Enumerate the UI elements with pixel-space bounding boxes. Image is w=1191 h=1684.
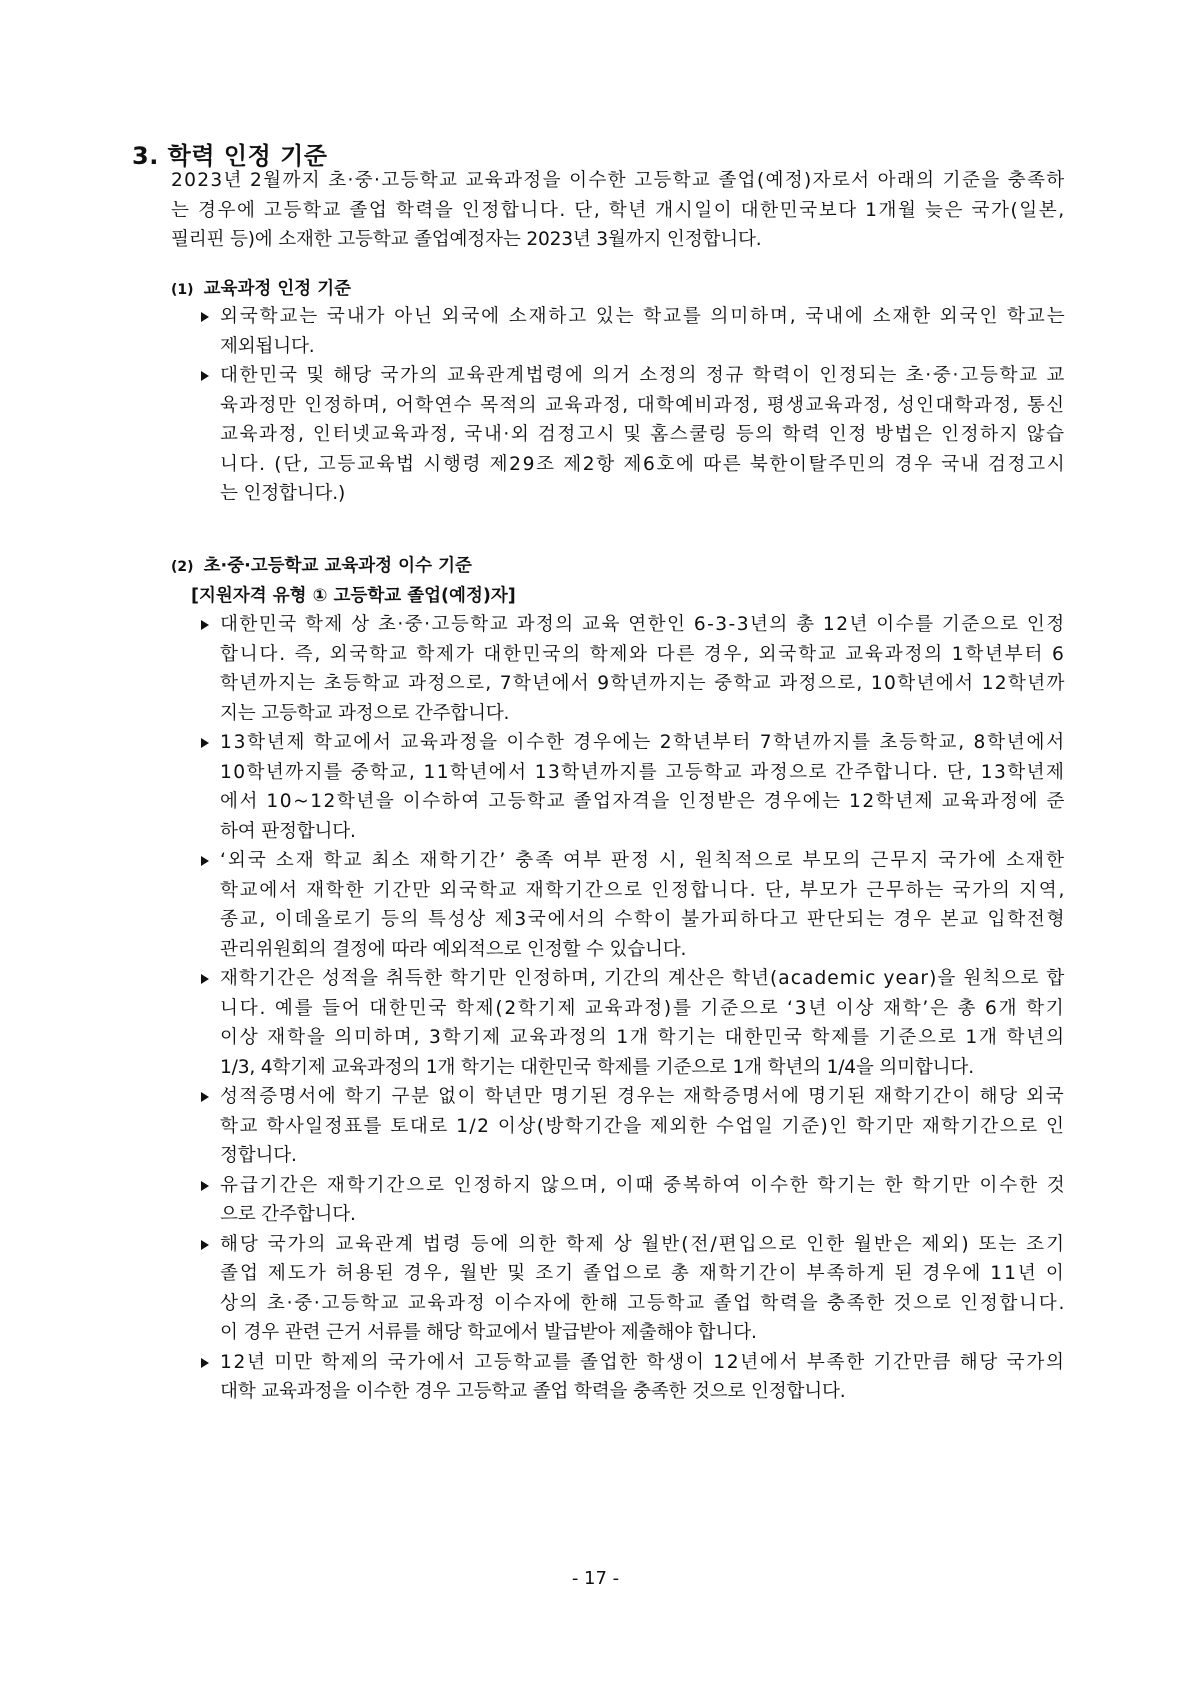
bullet-line: 12년 미만 학제의 국가에서 고등학교를 졸업한 학생이 12년에서 부족한 기간만큼 해당 국가의	[220, 1351, 1066, 1373]
page-number: - 17 -	[571, 1568, 620, 1589]
bullet-line: 관리위원회의 결정에 따라 예외적으로 인정할 수 있습니다.	[220, 938, 687, 960]
bullet-line: 정합니다.	[220, 1145, 297, 1166]
bullet-line: 종교, 이데올로기 등의 특성상 제3국에서의 수학이 불가피하다고 판단되는 경우 본교 입학전형	[220, 909, 1067, 930]
bullet-line: 유급기간은 재학기간으로 인정하지 않으며, 이때 중복하여 이수한 학기는 한 학기만 이수한 것	[220, 1174, 1067, 1196]
bullet-line: 성적증명서에 학기 구분 없이 학년만 명기된 경우는 재학증명서에 명기된 재학기간이 해당 외국	[220, 1086, 1066, 1107]
bullet-line: 외국학교는 국내가 아닌 외국에 소재하고 있는 학교를 의미하며, 국내에 소재한 외국인 학교는	[220, 306, 1067, 327]
bullet-triangle-icon	[201, 620, 209, 630]
bullet-line: 는 인정합니다.)	[220, 483, 346, 504]
bullet-line: 지는 고등학교 과정으로 간주합니다.	[220, 702, 510, 724]
bullet-line: 합니다. 즉, 외국학교 학제가 대한민국의 학제와 다른 경우, 외국학교 교육과정의 1학년부터 6	[220, 643, 1066, 665]
bullet-line: 상의 초·중·고등학교 교육과정 이수자에 한해 고등학교 졸업 학력을 충족한 것으로 인정합니다.	[220, 1292, 1067, 1314]
bullet-line: 제외됩니다.	[220, 335, 315, 357]
bullet-triangle-icon	[201, 1092, 209, 1102]
bullet-line: 해당 국가의 교육관계 법령 등에 의한 학제 상 월반(전/편입으로 인한 월반은 제외) 또는 조기	[220, 1233, 1066, 1255]
bullet-line: 대학 교육과정을 이수한 경우 고등학교 졸업 학력을 충족한 것으로 인정합니다.	[220, 1381, 846, 1402]
bullet-line: 으로 간주합니다.	[220, 1204, 356, 1225]
bullet-triangle-icon	[201, 312, 209, 322]
bullet-line: 이상 재학을 의미하며, 3학기제 교육과정의 1개 학기는 대한민국 학제를 기준으로 1개 학년의	[220, 1027, 1066, 1048]
bullet-line: 대한민국 및 해당 국가의 교육관계법령에 의거 소정의 정규 학력이 인정되는 초·중·고등학교 교	[220, 365, 1067, 386]
intro-line: 2023년 2월까지 초·중·고등학교 교육과정을 이수한 고등학교 졸업(예정)자로서 아래의 기준을 충족하	[171, 170, 1066, 191]
bullet-line: ‘외국 소재 학교 최소 재학기간’ 충족 여부 판정 시, 원칙적으로 부모의 근무지 국가에 소재한	[220, 850, 1067, 871]
bullet-line: 재학기간은 성적을 취득한 학기만 인정하며, 기간의 계산은 학년(academic year)을 원칙으로 합	[220, 968, 1066, 989]
bullet-line: 육과정만 인정하며, 어학연수 목적의 교육과정, 대학예비과정, 평생교육과정, 성인대학과정, 통신	[220, 394, 1066, 416]
intro-line: 는 경우에 고등학교 졸업 학력을 인정합니다. 단, 학년 개시일이 대한민국보다 1개월 늦은 국가(일본,	[171, 199, 1066, 221]
subsection-number: (1)	[171, 282, 194, 298]
bullet-line: 졸업 제도가 허용된 경우, 월반 및 조기 졸업으로 총 재학기간이 부족하게 된 경우에 11년 이	[220, 1263, 1066, 1284]
bullet-line: 학교에서 재학한 기간만 외국학교 재학기간으로 인정합니다. 단, 부모가 근무하는 국가의 지역,	[220, 879, 1067, 901]
bullet-line: 하여 판정합니다.	[220, 820, 356, 842]
subsection-title: 교육과정 인정 기준	[203, 279, 352, 299]
bullet-line: 10학년까지를 중학교, 11학년에서 13학년까지를 고등학교 과정으로 간주합니다. 단, 13학년제	[220, 761, 1066, 783]
bullet-triangle-icon	[201, 738, 209, 748]
section-title: 3. 학력 인정 기준	[132, 142, 328, 170]
bullet-line: 니다. (단, 고등교육법 시행령 제29조 제2항 제6호에 따른 북한이탈주민의 경우 국내 검정고시	[220, 453, 1067, 475]
bullet-triangle-icon	[201, 856, 209, 866]
bullet-line: 이 경우 관련 근거 서류를 해당 학교에서 발급받아 제출해야 합니다.	[220, 1322, 757, 1343]
bullet-triangle-icon	[201, 371, 209, 381]
bullet-triangle-icon	[201, 1358, 209, 1368]
subsection-1-heading	[171, 275, 351, 300]
bullet-line: 학교 학사일정표를 토대로 1/2 이상(방학기간을 제외한 수업일 기준)인 학기만 재학기간으로 인	[220, 1115, 1066, 1137]
bullet-line: 1/3, 4학기제 교육과정의 1개 학기는 대한민국 학제를 기준으로 1개 학년의 1/4을 의미합니다.	[220, 1056, 974, 1078]
subsection-2-heading	[171, 552, 472, 577]
bullet-triangle-icon	[201, 1181, 209, 1191]
subsection-number: (2)	[171, 559, 194, 575]
bullet-triangle-icon	[201, 974, 209, 984]
qualification-type-label: [지원자격 유형 ① 고등학교 졸업(예정)자]	[191, 586, 516, 606]
bullet-line: 교육과정, 인터넷교육과정, 국내·외 검정고시 및 홈스쿨링 등의 학력 인정 방법은 인정하지 않습	[220, 424, 1066, 445]
bullet-line: 니다. 예를 들어 대한민국 학제(2학기제 교육과정)를 기준으로 ‘3년 이상 재학’은 총 6개 학기	[220, 997, 1066, 1019]
intro-line: 필리핀 등)에 소재한 고등학교 졸업예정자는 2023년 3월까지 인정합니다.	[171, 229, 762, 250]
bullet-line: 에서 10~12학년을 이수하여 고등학교 졸업자격을 인정받은 경우에는 12학년제 교육과정에 준	[220, 791, 1066, 812]
bullet-line: 대한민국 학제 상 초·중·고등학교 과정의 교육 연한인 6-3-3년의 총 12년 이수를 기준으로 인정	[220, 614, 1066, 635]
bullet-line: 13학년제 학교에서 교육과정을 이수한 경우에는 2학년부터 7학년까지를 초등학교, 8학년에서	[220, 732, 1066, 753]
subsection-title: 초·중·고등학교 교육과정 이수 기준	[203, 556, 472, 576]
bullet-line: 학년까지는 초등학교 과정으로, 7학년에서 9학년까지는 중학교 과정으로, 10학년에서 12학년까	[220, 673, 1066, 694]
bullet-triangle-icon	[201, 1240, 209, 1250]
